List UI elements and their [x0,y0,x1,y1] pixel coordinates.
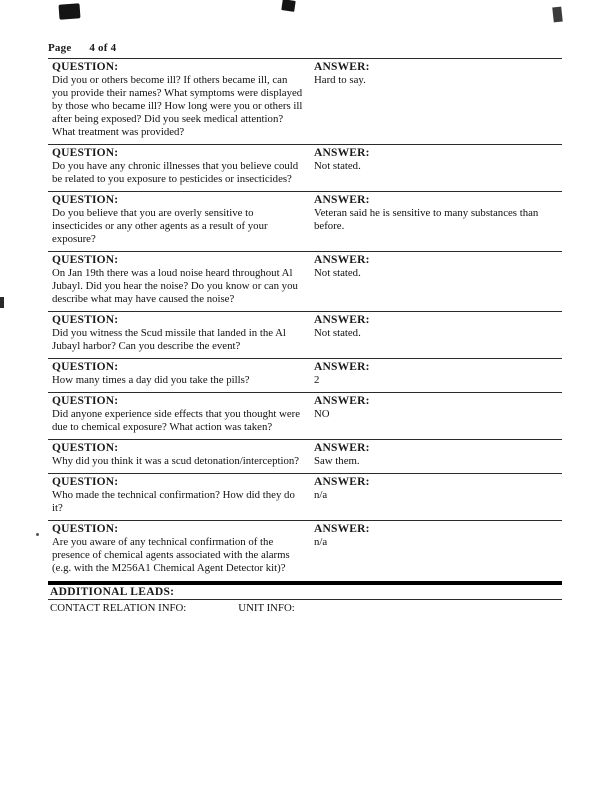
question-column [52,523,314,575]
scan-artifact [0,297,4,308]
question-label: QUESTION: [52,476,119,488]
answer-text: Veteran said he is sensitive to many substances than before. [314,207,539,232]
question-text: Why did you think it was a scud detonation/interception? [52,455,300,467]
answer-label: ANSWER: [314,147,370,159]
contact-relation-label: CONTACT RELATION INFO: [50,602,187,614]
qa-block [48,58,562,144]
qa-block [48,392,562,439]
question-column [52,147,314,186]
unit-info-label: UNIT INFO: [238,602,295,614]
answer-label: ANSWER: [314,254,370,266]
question-label: QUESTION: [52,147,119,159]
scan-artifact [36,533,39,536]
question-column [52,254,314,306]
question-text: Do you believe that you are overly sensitive to insecticides or any other agents as a result of your exposure? [52,207,268,245]
question-column [52,314,314,353]
question-label: QUESTION: [52,523,119,535]
answer-text: Not stated. [314,160,361,172]
qa-block [48,191,562,251]
page-word: Page [48,42,72,54]
qa-block [48,311,562,358]
question-text: Did you or others become ill? If others became ill, can you provide their names? What symptoms were displayed by those who became ill? How long were you or others ill after being exposed? Did you seek medical attention? What treatment was provided? [52,74,303,138]
answer-text: n/a [314,536,328,548]
answer-column [314,476,562,515]
answer-column [314,314,562,353]
question-text: Who made the technical confirmation? How did they do it? [52,489,295,514]
answer-column [314,61,562,139]
answer-label: ANSWER: [314,194,370,206]
answer-column [314,395,562,434]
qa-list [48,58,562,580]
question-label: QUESTION: [52,254,119,266]
question-text: Did anyone experience side effects that you thought were due to chemical exposure? What action was taken? [52,408,301,433]
question-text: On Jan 19th there was a loud noise heard throughout Al Jubayl. Did you hear the noise? Do you know or can you describe what may have caused the noise? [52,267,298,305]
document-content [48,42,562,614]
question-label: QUESTION: [52,395,119,407]
question-column [52,395,314,434]
answer-label: ANSWER: [314,523,370,535]
answer-label: ANSWER: [314,361,370,373]
qa-block [48,358,562,392]
question-column [52,442,314,468]
answer-label: ANSWER: [314,476,370,488]
footer-info-row [48,600,562,614]
qa-block [48,473,562,520]
question-label: QUESTION: [52,314,119,326]
answer-column [314,147,562,186]
answer-text: Not stated. [314,327,361,339]
answer-label: ANSWER: [314,61,370,73]
question-text: Are you aware of any technical confirmation of the presence of chemical agents associated with the alarms (e.g. with the M256A1 Chemical Agent Detector kit)? [52,536,290,574]
question-column [52,61,314,139]
question-label: QUESTION: [52,361,119,373]
answer-column [314,523,562,575]
page-number [48,42,562,54]
scan-artifact [281,0,295,12]
scan-artifact [59,3,81,19]
question-column [52,194,314,246]
question-label: QUESTION: [52,61,119,73]
answer-text: Saw them. [314,455,360,467]
answer-text: Hard to say. [314,74,366,86]
answer-column [314,361,562,387]
question-text: Do you have any chronic illnesses that you believe could be related to you exposure to pesticides or insecticides? [52,160,299,185]
answer-column [314,194,562,246]
qa-block [48,520,562,580]
answer-text: NO [314,408,330,420]
answer-text: n/a [314,489,328,501]
answer-label: ANSWER: [314,442,370,454]
scan-artifact [552,7,563,23]
question-column [52,476,314,515]
additional-leads-heading: ADDITIONAL LEADS: [48,585,562,600]
question-text: Did you witness the Scud missile that landed in the Al Jubayl harbor? Can you describe the event? [52,327,286,352]
question-column [52,361,314,387]
qa-block [48,144,562,191]
answer-column [314,442,562,468]
answer-column [314,254,562,306]
qa-block [48,251,562,311]
answer-text: Not stated. [314,267,361,279]
answer-label: ANSWER: [314,314,370,326]
question-text: How many times a day did you take the pills? [52,374,250,386]
qa-block [48,439,562,473]
answer-label: ANSWER: [314,395,370,407]
answer-text: 2 [314,374,320,386]
page-count: 4 of 4 [89,42,117,54]
question-label: QUESTION: [52,194,119,206]
question-label: QUESTION: [52,442,119,454]
